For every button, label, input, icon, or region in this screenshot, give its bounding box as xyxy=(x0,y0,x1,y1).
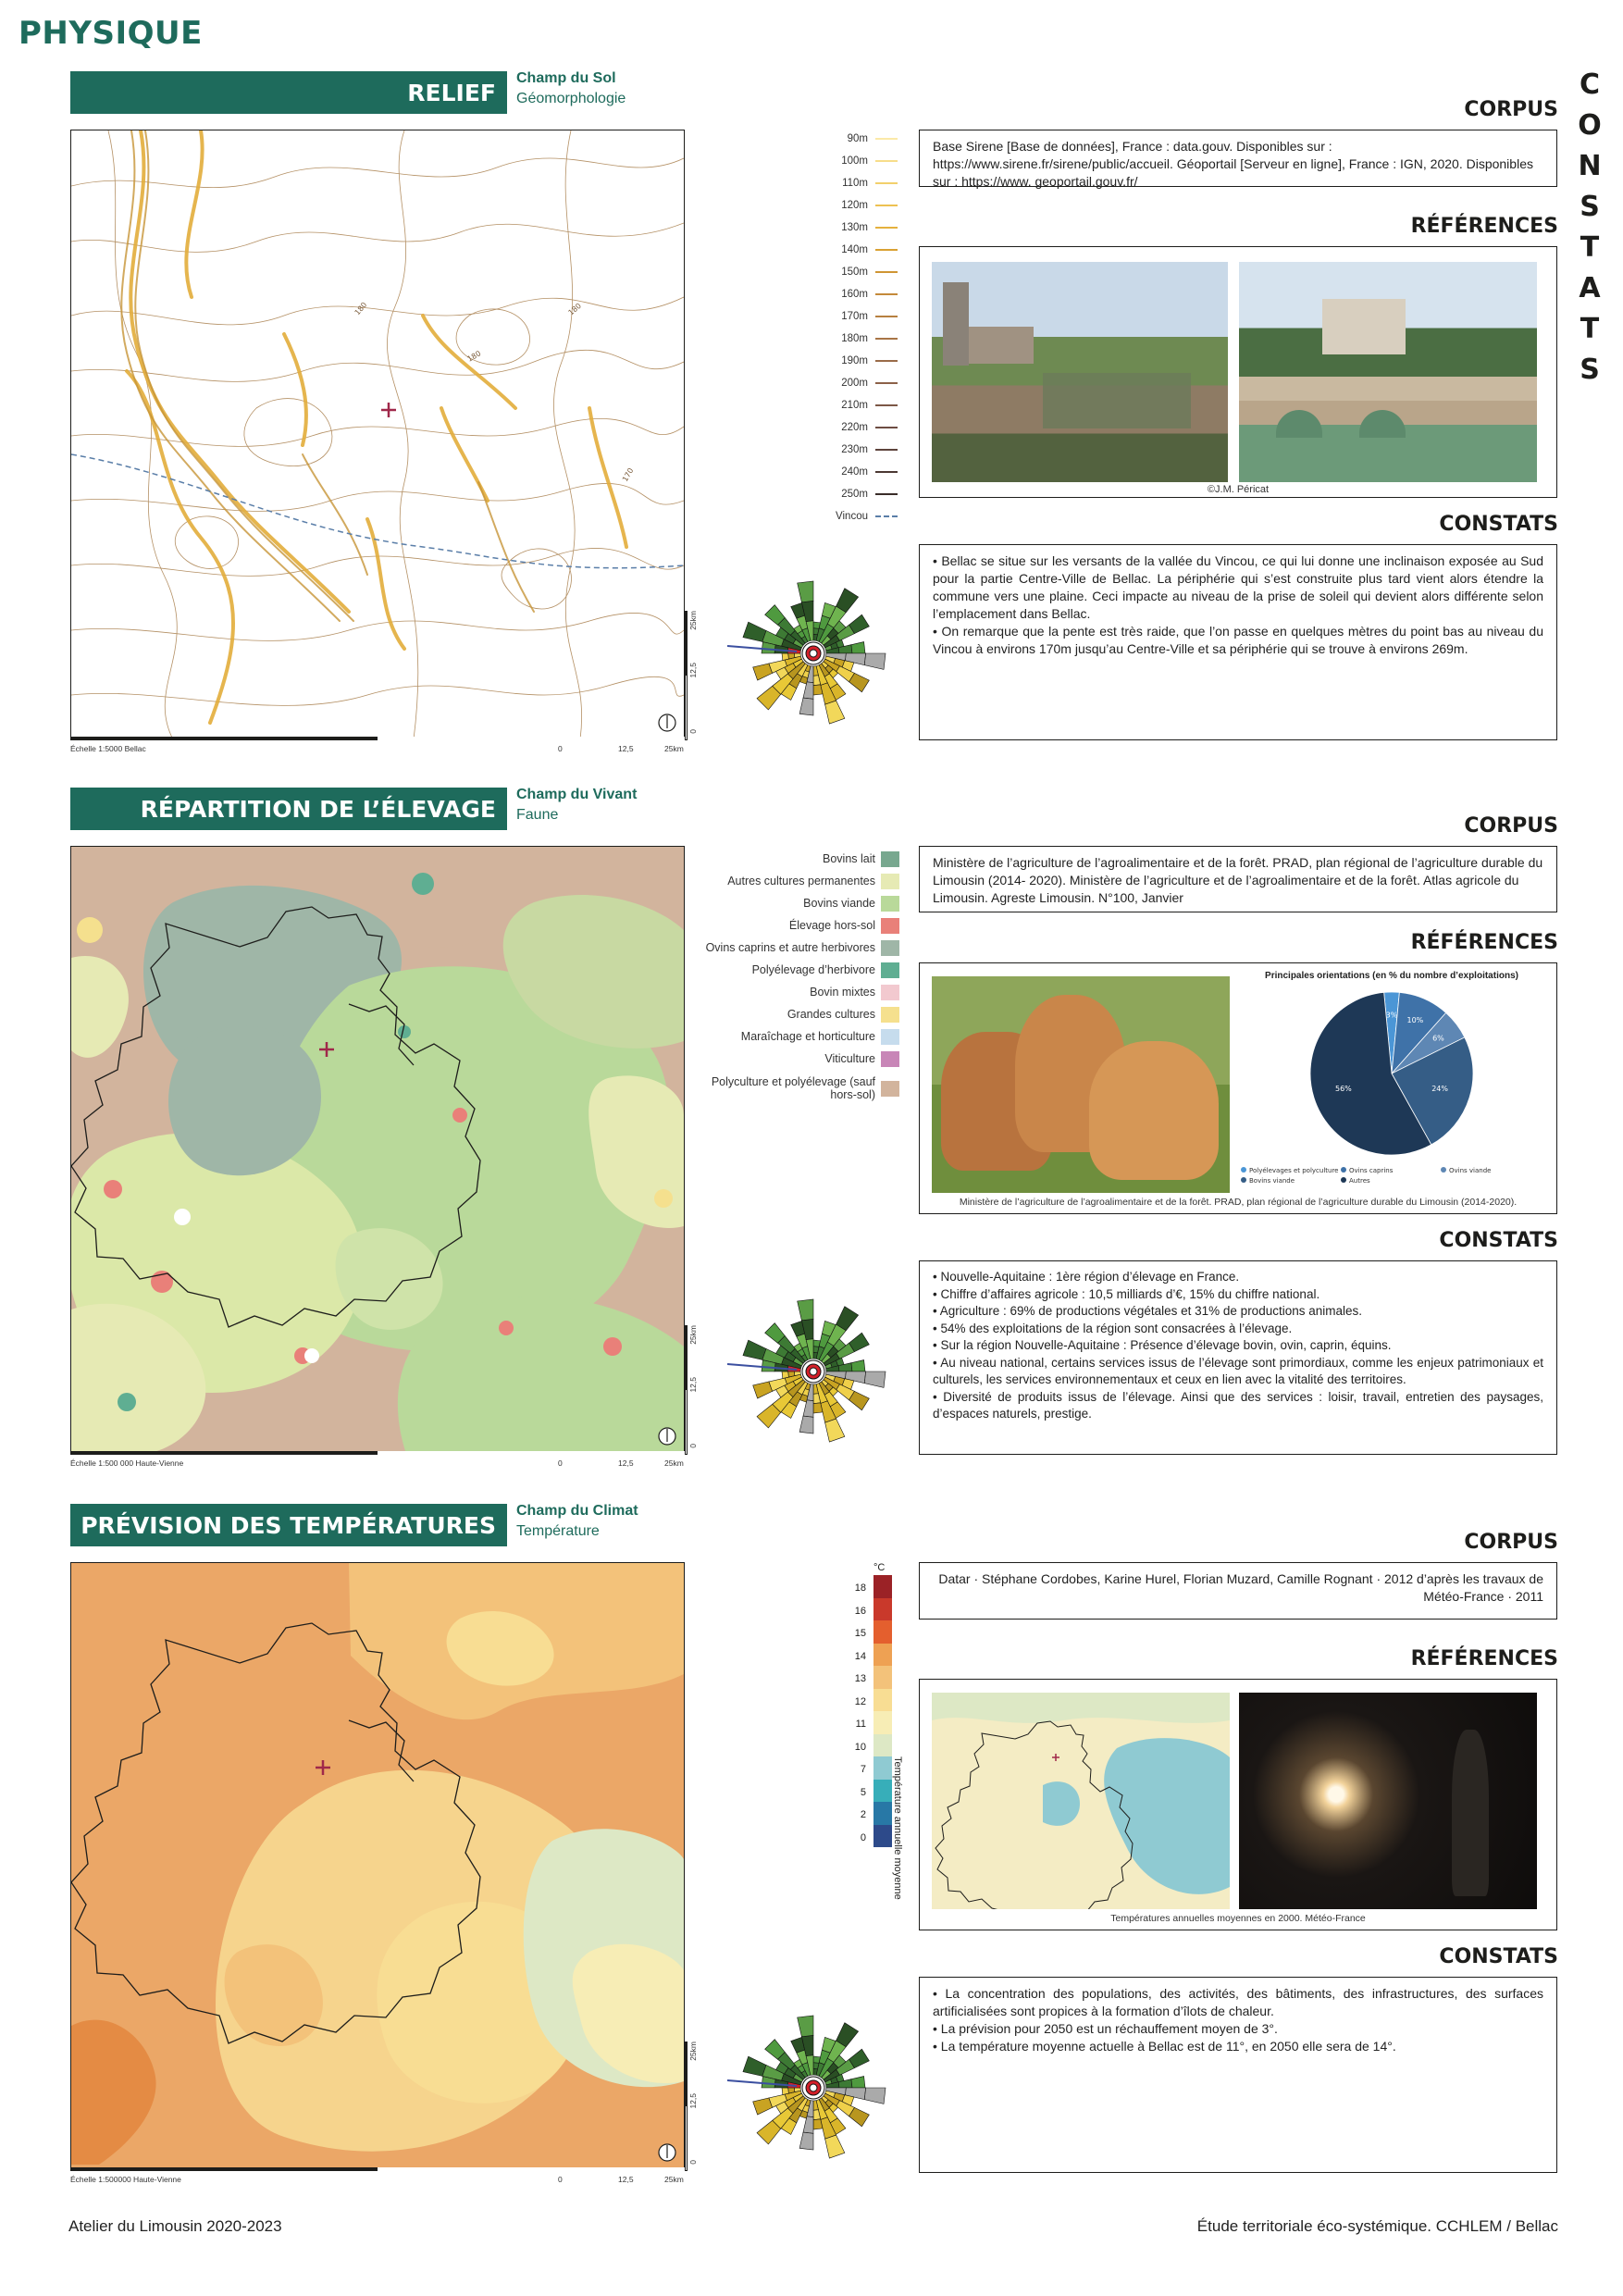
unit-label: °C xyxy=(873,1562,886,1573)
scale-label: 0 xyxy=(558,744,563,753)
pie-label: 24% xyxy=(1431,1085,1448,1094)
wheel-segment xyxy=(825,2135,845,2158)
contour-label: 170 xyxy=(620,466,636,483)
constats-heading: CONSTATS xyxy=(1439,1945,1558,1968)
legend-item xyxy=(720,283,898,305)
legend-item xyxy=(666,937,899,959)
footer-right: Étude territoriale éco-systémique. CCHLEM / Bellac xyxy=(1196,2217,1558,2235)
legend-label: 230m xyxy=(841,444,868,455)
ramp-swatch xyxy=(873,1711,892,1734)
scale-vert-label: 12,5 xyxy=(688,1377,698,1393)
constat-item: • Chiffre d’affaires agricole : 10,5 milliards d’€, 15% du chiffre national. xyxy=(933,1286,1320,1301)
ramp-tick-label: 10 xyxy=(854,1741,866,1753)
page-title: PHYSIQUE xyxy=(19,15,203,52)
wheel-segment xyxy=(803,682,813,699)
pie-label: 56% xyxy=(1335,1085,1352,1094)
constat-item: • On remarque que la pente est très raide, que l’on passe en quelques mètres du point bas au niveau du Vincou à environs 170m jusqu’au Centre-Ville et sa périphérie qui se trouve à environs 269m. xyxy=(933,624,1543,656)
pie-label: 10% xyxy=(1406,1015,1424,1024)
elevage-map xyxy=(70,846,685,1455)
legend-label: Bovin mixtes xyxy=(810,986,875,999)
temperature-legend xyxy=(833,1562,925,1900)
wheel-segment xyxy=(799,1416,813,1433)
legend-item xyxy=(720,217,898,239)
wheel-segment xyxy=(782,2088,788,2095)
constat-item: • Sur la région Nouvelle-Aquitaine : Présence d’élevage bovin, ovin, caprin, équins. xyxy=(933,1338,1392,1352)
legend-label: Ovins caprins et autre herbivores xyxy=(705,941,875,954)
legend-label: Viticulture xyxy=(824,1052,875,1065)
pie-label: 3% xyxy=(1385,1011,1398,1020)
legend-item xyxy=(720,150,898,172)
side-label xyxy=(1571,65,1608,391)
legend-label: 180m xyxy=(841,333,868,344)
legend-swatch xyxy=(875,493,898,495)
pie-legend-label: Ovins viande xyxy=(1449,1167,1492,1174)
constat-item: • La prévision pour 2050 est un réchauffement moyen de 3°. xyxy=(933,2021,1278,2036)
legend-label: Bovins viande xyxy=(803,897,875,910)
pie-legend-label: Ovins caprins xyxy=(1349,1167,1394,1174)
pie-legend-dot xyxy=(1241,1167,1246,1173)
pie-legend-dot xyxy=(1241,1177,1246,1183)
legend-item xyxy=(666,1070,899,1107)
wheel-segment xyxy=(864,1371,886,1387)
legend-item xyxy=(720,128,898,150)
legend-swatch xyxy=(881,851,899,867)
legend-swatch xyxy=(875,271,898,273)
legend-item xyxy=(720,439,898,461)
constat-item: • La concentration des populations, des activités, des bâtiments, des infrastructures, des surfaces artificialisées sont propices à la formation d’îlots de chaleur. xyxy=(933,1986,1543,2018)
legend-swatch xyxy=(881,1081,899,1097)
references-heading: RÉFÉRENCES xyxy=(1410,215,1558,238)
champ-label: Champ du Sol xyxy=(516,70,616,86)
vertical-scale-elevage xyxy=(685,1325,696,1455)
legend-swatch xyxy=(881,1029,899,1045)
wheel-segment xyxy=(864,653,886,669)
corpus-heading: CORPUS xyxy=(1464,814,1558,838)
pie-legend-dot xyxy=(1341,1167,1346,1173)
legend-label: Maraîchage et horticulture xyxy=(740,1030,875,1043)
ramp-tick-label: 5 xyxy=(860,1786,866,1798)
sub-label: Température xyxy=(516,1523,600,1539)
legend-swatch xyxy=(881,940,899,956)
legend-label: 100m xyxy=(841,155,868,167)
legend-swatch xyxy=(875,515,898,517)
ramp-swatch xyxy=(873,1825,892,1848)
legend-item xyxy=(666,959,899,981)
scale-caption: Échelle 1:500000 Haute-Vienne xyxy=(70,2175,181,2184)
color-ramp xyxy=(873,1575,892,1847)
ramp-swatch xyxy=(873,1756,892,1780)
wheel-segment xyxy=(753,664,773,680)
scale-bar xyxy=(70,2167,685,2171)
legend-label: 220m xyxy=(841,422,868,433)
ramp-swatch xyxy=(873,1780,892,1803)
ramp-tick-label: 11 xyxy=(855,1719,866,1730)
photo-caption: Températures annuelles moyennes en 2000. Météo-France xyxy=(1110,1913,1366,1924)
legend-swatch xyxy=(875,227,898,229)
legend-item xyxy=(666,1003,899,1025)
ramp-swatch xyxy=(873,1734,892,1757)
side-letter: S xyxy=(1580,191,1600,223)
section-title-elevage: RÉPARTITION DE L’ÉLEVAGE xyxy=(70,788,507,830)
legend-label: Autres cultures permanentes xyxy=(727,875,875,887)
ramp-tick-label: 7 xyxy=(860,1764,866,1775)
contour-label: 180 xyxy=(465,349,483,364)
wheel-segment xyxy=(753,1382,773,1398)
legend-label: 150m xyxy=(841,267,868,278)
ramp-swatch xyxy=(873,1644,892,1667)
side-letter: A xyxy=(1579,272,1601,304)
north-arrow-icon xyxy=(659,714,675,731)
temperature-surface xyxy=(71,1563,684,2170)
wheel-center xyxy=(810,1368,817,1375)
scale-vert-label: 0 xyxy=(688,729,698,734)
wheel-segment xyxy=(799,2132,813,2150)
constat-item: • 54% des exploitations de la région sont consacrées à l’élevage. xyxy=(933,1321,1293,1335)
ramp-tick-label: 15 xyxy=(854,1628,866,1639)
section-sub-temperatures xyxy=(516,1501,638,1542)
ramp-tick-label: 18 xyxy=(854,1582,866,1594)
constats-heading: CONSTATS xyxy=(1439,513,1558,536)
orientations-pie-chart xyxy=(1234,971,1549,1197)
ramp-swatch xyxy=(873,1689,892,1712)
legend-swatch xyxy=(881,985,899,1000)
contour-label: 180 xyxy=(353,300,369,317)
corpus-text: Ministère de l’agriculture de l’agroalimentaire et de la forêt. PRAD, plan régional de l’agriculture durable du Limousin (2014- 2020). Ministère de l’agriculture et de l’agroalimentaire et de la forêt. Atlas agricole du Limousin. Agreste Limousin. N°100, Janvier xyxy=(919,846,1557,912)
legend-label: 210m xyxy=(841,400,868,411)
legend-swatch xyxy=(875,360,898,362)
pie-legend-label: Bovins viande xyxy=(1249,1177,1295,1185)
scale-vert-label: 25km xyxy=(688,1325,698,1345)
scale-label: 25km xyxy=(664,744,684,753)
scale-label: 25km xyxy=(664,1458,684,1468)
sun-photo xyxy=(1239,1693,1537,1909)
legend-swatch xyxy=(881,874,899,889)
scale-vert-label: 25km xyxy=(688,611,698,630)
legend-label: 120m xyxy=(841,200,868,211)
legend-label: 200m xyxy=(841,378,868,389)
legend-label: 130m xyxy=(841,222,868,233)
legend-item xyxy=(720,350,898,372)
side-letter: O xyxy=(1578,109,1602,142)
wheel-segment xyxy=(743,622,766,641)
wheel-segment xyxy=(743,2056,766,2076)
constats-text-temperatures xyxy=(919,1977,1557,2173)
legend-label: 170m xyxy=(841,311,868,322)
wheel-segment xyxy=(825,701,845,724)
wheel-segment xyxy=(803,2116,813,2133)
pie-legend-dot xyxy=(1341,1177,1346,1183)
bellac-bridge-photo xyxy=(1239,262,1537,482)
constat-item: • Diversité de produits issus de l’élevage. Ainsi que des services : loisir, travail, entretien des paysages, d’espaces naturels, prestige. xyxy=(933,1389,1543,1421)
ramp-tick-label: 13 xyxy=(854,1673,866,1684)
relief-map xyxy=(70,130,685,740)
legend-item xyxy=(666,1025,899,1048)
legend-item xyxy=(720,416,898,439)
corpus-heading: CORPUS xyxy=(1464,98,1558,121)
ramp-tick-label: 2 xyxy=(860,1809,866,1820)
chart-title: Principales orientations (en % du nombre d’exploitations) xyxy=(1265,971,1518,981)
legend-label: 110m xyxy=(842,178,868,189)
legend-label: Bovins lait xyxy=(823,852,875,865)
wheel-center xyxy=(810,2084,817,2091)
sub-label: Géomorphologie xyxy=(516,91,626,106)
references-box xyxy=(919,246,1557,498)
legend-item xyxy=(666,1048,899,1070)
legend-label: Vincou xyxy=(836,511,868,522)
scale-bar xyxy=(70,737,685,740)
corpus-text: Base Sirene [Base de données], France : data.gouv. Disponibles sur : https://www.sirene.fr/sirene/public/accueil. Géoportail [Serveur en ligne], France : IGN, 2020. Disponibles sur : https://www. geoportail.gouv.fr/ xyxy=(919,130,1557,187)
legend-label: 140m xyxy=(841,244,868,255)
legend-item xyxy=(720,394,898,416)
section-sub-relief xyxy=(516,68,626,109)
legend-swatch xyxy=(875,205,898,206)
legend-label: 190m xyxy=(841,355,868,366)
wheel-segment xyxy=(864,2088,886,2104)
corpus-heading: CORPUS xyxy=(1464,1531,1558,1554)
pie-legend-label: Polyélevages et polyculture xyxy=(1249,1167,1339,1174)
diagnostic-wheel-relief xyxy=(727,563,899,749)
legend-item xyxy=(720,372,898,394)
legend-item xyxy=(720,305,898,328)
constats-text-elevage xyxy=(919,1260,1557,1455)
photo-credit: ©J.M. Péricat xyxy=(1207,484,1270,495)
ramp-swatch xyxy=(873,1598,892,1621)
legend-swatch xyxy=(881,896,899,912)
champ-label: Champ du Vivant xyxy=(516,787,638,802)
legend-swatch xyxy=(881,918,899,934)
scale-bar xyxy=(70,1451,685,1455)
axis-label: Température annuelle moyenne xyxy=(892,1756,903,1900)
side-letter: T xyxy=(1580,231,1600,264)
ramp-tick-label: 16 xyxy=(854,1605,866,1617)
legend-item xyxy=(720,461,898,483)
legend-item xyxy=(720,505,898,527)
legend-label: 250m xyxy=(841,489,868,500)
wheel-segment xyxy=(798,1299,813,1321)
legend-label: Élevage hors-sol xyxy=(788,919,875,932)
wheel-segment xyxy=(753,2098,773,2115)
constat-item: • Bellac se situe sur les versants de la vallée du Vincou, ce qui lui donne une inclinaison exposée au Sud pour la partie Centre-Ville de Bellac. La périphérie qui s’est construite plus tard vient alors étendre la commune vers une plaine. Ceci impacte au niveau de la prise de soleil qui devient alors différente selon l’emplacement dans Bellac. xyxy=(933,553,1543,621)
constat-item: • La température moyenne actuelle à Bellac est de 11°, en 2050 elle sera de 14°. xyxy=(933,2039,1396,2054)
scale-label: 12,5 xyxy=(618,1458,634,1468)
scale-vert-label: 12,5 xyxy=(688,663,698,678)
legend-label: Grandes cultures xyxy=(787,1008,875,1021)
legend-item xyxy=(666,892,899,914)
legend-label: Polyélevage d’herbivore xyxy=(751,963,875,976)
footer-left: Atelier du Limousin 2020-2023 xyxy=(68,2217,282,2235)
side-letter: T xyxy=(1580,313,1600,345)
side-letter: S xyxy=(1580,354,1600,386)
legend-item xyxy=(720,483,898,505)
scale-label: 25km xyxy=(664,2175,684,2184)
sub-label: Faune xyxy=(516,807,559,823)
wheel-segment xyxy=(851,2077,865,2088)
wheel-segment xyxy=(825,1419,845,1442)
wheel-segment xyxy=(782,1371,788,1379)
ramp-tick-label: 12 xyxy=(854,1695,866,1707)
ramp-swatch xyxy=(873,1666,892,1689)
ramp-tick-label: 0 xyxy=(860,1831,866,1843)
pie-legend-label: Autres xyxy=(1349,1177,1370,1185)
ramp-tick-label: 14 xyxy=(854,1650,866,1662)
legend-swatch xyxy=(875,427,898,428)
legend-item xyxy=(666,914,899,937)
section-title-relief: RELIEF xyxy=(70,71,507,114)
side-letter: C xyxy=(1579,68,1601,101)
legend-swatch xyxy=(881,1051,899,1067)
legend-swatch xyxy=(875,293,898,295)
wheel-segment xyxy=(851,1360,865,1371)
constat-item: • Nouvelle-Aquitaine : 1ère région d’élevage en France. xyxy=(933,1270,1240,1284)
legend-item xyxy=(666,981,899,1003)
legend-swatch xyxy=(875,160,898,162)
wheel-segment xyxy=(799,698,813,715)
constats-heading: CONSTATS xyxy=(1439,1229,1558,1252)
scale-label: 0 xyxy=(558,2175,563,2184)
wheel-segment xyxy=(803,1400,813,1417)
pie-svg xyxy=(1234,981,1549,1194)
wheel-segment xyxy=(851,642,865,653)
wheel-center xyxy=(810,650,817,657)
legend-swatch xyxy=(875,182,898,184)
constats-text-relief xyxy=(919,544,1557,740)
references-heading: RÉFÉRENCES xyxy=(1410,931,1558,954)
side-letter: N xyxy=(1578,150,1602,182)
scale-label: 12,5 xyxy=(618,744,634,753)
wheel-segment xyxy=(743,1340,766,1359)
legend-item xyxy=(720,194,898,217)
scale-vert-label: 12,5 xyxy=(688,2093,698,2109)
scale-caption: Échelle 1:500 000 Haute-Vienne xyxy=(70,1458,184,1468)
contour-label: 180 xyxy=(566,301,583,317)
legend-swatch xyxy=(875,316,898,317)
references-box xyxy=(919,962,1557,1214)
legend-label: Polyculture et polyélevage (sauf hors-sol) xyxy=(711,1075,875,1101)
pie-label: 6% xyxy=(1432,1034,1444,1043)
diagnostic-wheel-temperatures xyxy=(727,1997,899,2183)
wheel-segment xyxy=(798,2016,813,2037)
north-arrow-icon xyxy=(659,2144,675,2161)
diagnostic-wheel-elevage xyxy=(727,1281,899,1467)
references-box xyxy=(919,1679,1557,1930)
elevage-legend xyxy=(666,848,899,1107)
relief-legend xyxy=(720,128,898,527)
scale-caption: Échelle 1:5000 Bellac xyxy=(70,744,146,753)
legend-item xyxy=(720,172,898,194)
legend-swatch xyxy=(875,138,898,140)
constat-item: • Agriculture : 69% de productions végétales et 31% de productions animales. xyxy=(933,1304,1363,1318)
references-heading: RÉFÉRENCES xyxy=(1410,1647,1558,1670)
legend-swatch xyxy=(881,962,899,978)
legend-swatch xyxy=(875,249,898,251)
legend-label: 90m xyxy=(847,133,868,144)
legend-item xyxy=(666,870,899,892)
legend-item xyxy=(666,848,899,870)
legend-item xyxy=(720,261,898,283)
legend-swatch xyxy=(881,1007,899,1023)
photo-caption: Ministère de l’agriculture de l’agroalimentaire et de la forêt. PRAD, plan régional de l’agriculture durable du Limousin (2014-2020). xyxy=(959,1197,1518,1208)
north-arrow-icon xyxy=(659,1428,675,1445)
legend-swatch xyxy=(875,338,898,340)
ramp-swatch xyxy=(873,1575,892,1598)
ramp-swatch xyxy=(873,1802,892,1825)
legend-swatch xyxy=(875,471,898,473)
legend-swatch xyxy=(875,449,898,451)
legend-item xyxy=(720,328,898,350)
vertical-scale-relief xyxy=(685,611,696,740)
scale-label: 0 xyxy=(558,1458,563,1468)
vertical-scale-temperatures xyxy=(685,2042,696,2171)
scale-vert-label: 0 xyxy=(688,2160,698,2165)
legend-swatch xyxy=(875,382,898,384)
corpus-text: Datar · Stéphane Cordobes, Karine Hurel, Florian Muzard, Camille Rognant · 2012 d’après les travaux de Météo-France · 2011 xyxy=(919,1562,1557,1620)
ramp-swatch xyxy=(873,1620,892,1644)
temperature-map xyxy=(70,1562,685,2171)
scale-label: 12,5 xyxy=(618,2175,634,2184)
constat-item: • Au niveau national, certains services issus de l’élevage sont primordiaux, comme les enjeux patrimoniaux et culturels, les services environnementaux et ceux en lien avec la vitalité des territoires. xyxy=(933,1355,1543,1386)
pie-legend-dot xyxy=(1441,1167,1446,1173)
legend-item xyxy=(720,239,898,261)
legend-label: 160m xyxy=(841,289,868,300)
wheel-segment xyxy=(782,653,788,661)
bellac-town-photo xyxy=(932,262,1228,482)
relief-contours xyxy=(71,130,684,739)
champ-label: Champ du Climat xyxy=(516,1503,638,1519)
temperature-map-2000 xyxy=(932,1693,1230,1909)
cattle-photo xyxy=(932,976,1230,1193)
legend-swatch xyxy=(875,404,898,406)
elevage-landuse xyxy=(71,847,684,1454)
section-sub-elevage xyxy=(516,785,637,825)
wheel-segment xyxy=(798,581,813,602)
legend-label: 240m xyxy=(841,466,868,478)
scale-vert-label: 25km xyxy=(688,2042,698,2061)
section-title-temperatures: PRÉVISION DES TEMPÉRATURES xyxy=(70,1504,507,1546)
scale-vert-label: 0 xyxy=(688,1444,698,1448)
